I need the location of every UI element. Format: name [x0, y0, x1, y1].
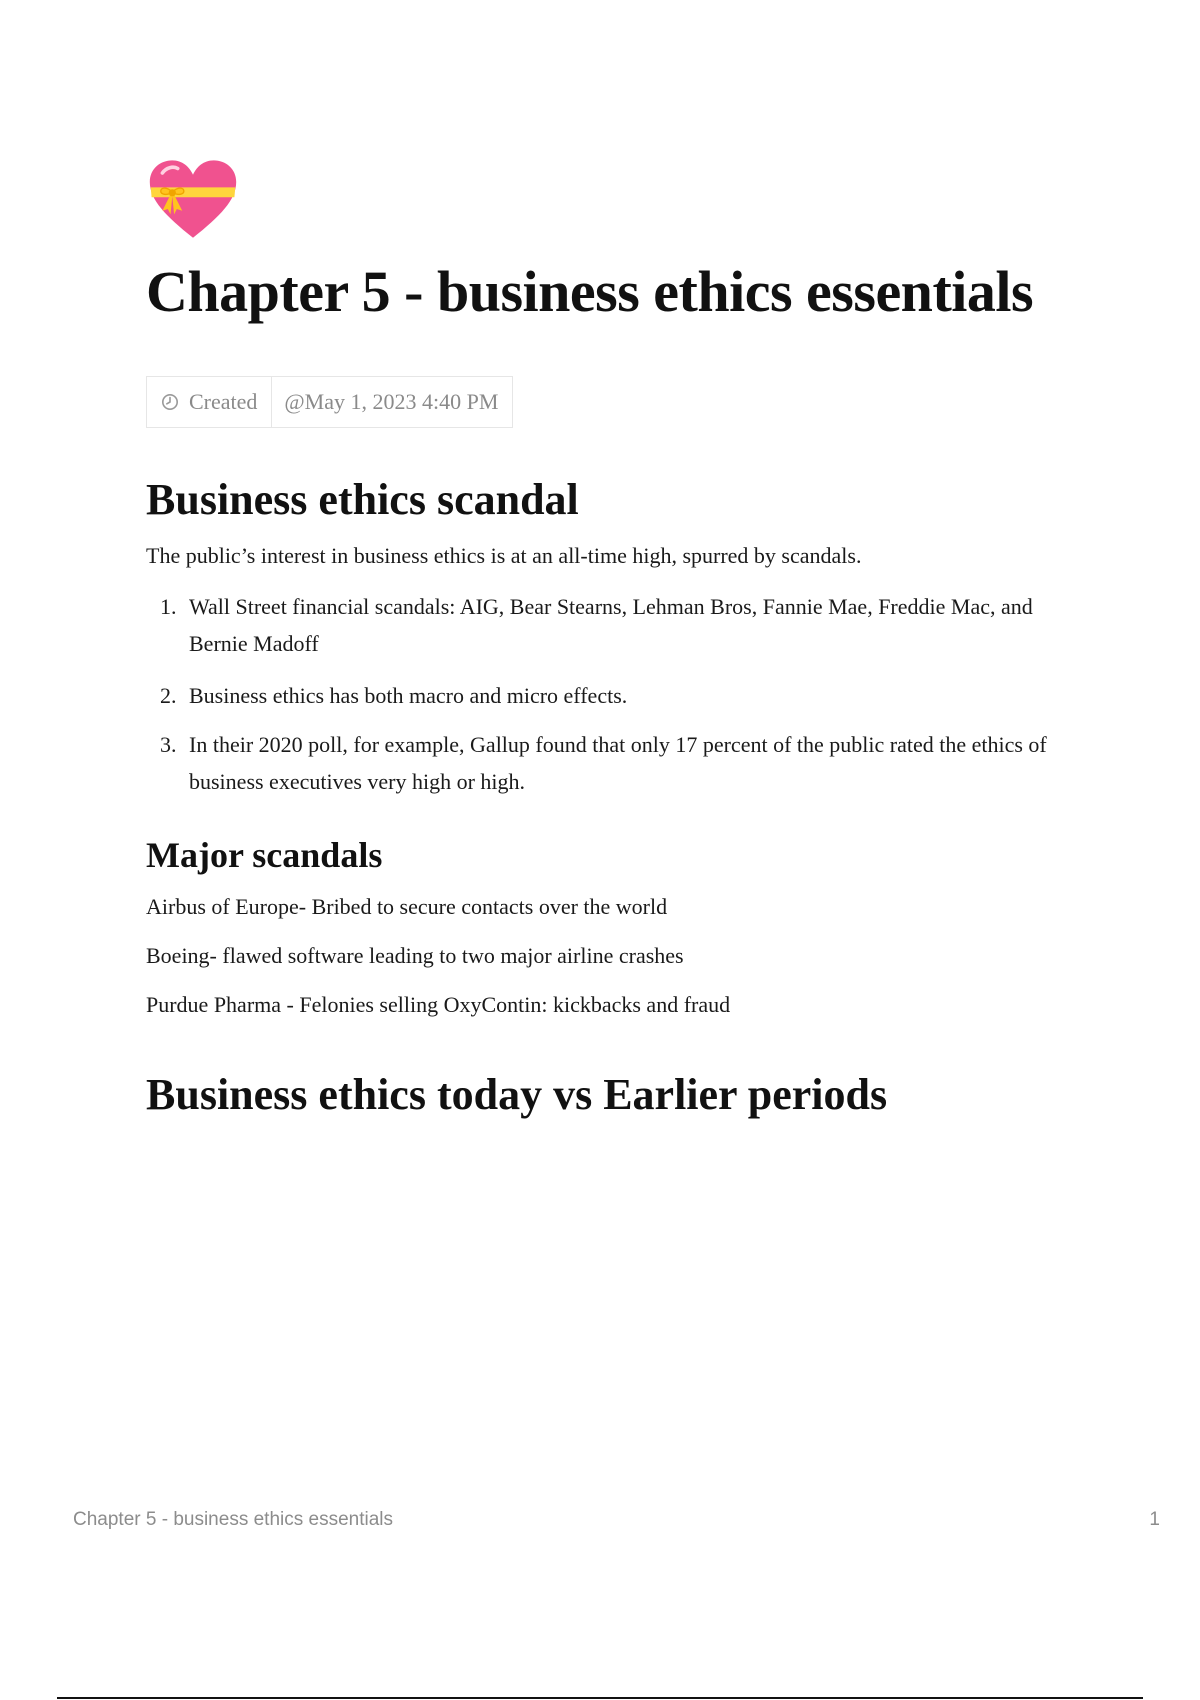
properties-table: [146, 376, 513, 428]
list-item: [146, 677, 1086, 714]
heading-business-ethics-scandal: Business ethics scandal: [146, 475, 579, 524]
scandal-line: Airbus of Europe- Bribed to secure contacts over the world: [146, 894, 668, 919]
property-created-value[interactable]: @May 1, 2023 4:40 PM: [284, 389, 499, 414]
list-item-text: Business ethics has both macro and micro effects.: [189, 683, 628, 708]
footer-title: Chapter 5 - business ethics essentials: [73, 1509, 393, 1530]
list-number: 3.: [160, 732, 177, 757]
heading-business-ethics-today: Business ethics today vs Earlier periods: [146, 1070, 888, 1119]
page-bottom-divider: [57, 1697, 1143, 1699]
clock-icon: [161, 393, 179, 411]
property-created[interactable]: [147, 377, 272, 427]
list-item: [146, 588, 1086, 662]
list-item: [146, 726, 1086, 800]
property-created-label: Created: [189, 389, 258, 414]
scandal-line: Purdue Pharma - Felonies selling OxyContin: kickbacks and fraud: [146, 992, 731, 1017]
page-title: Chapter 5 - business ethics essentials: [146, 259, 1034, 324]
heading-major-scandals: Major scandals: [146, 835, 383, 875]
footer-page-number: 1: [1149, 1509, 1160, 1530]
list-item-text: In their 2020 poll, for example, Gallup found that only 17 percent of the public rated the ethics of business executives very high or high.: [189, 732, 1047, 794]
list-item-text: Wall Street financial scandals: AIG, Bear Stearns, Lehman Bros, Fannie Mae, Freddie Mac, and Bernie Madoff: [189, 594, 1033, 656]
heart-with-ribbon-icon: [148, 158, 238, 242]
list-number: 1.: [160, 594, 177, 619]
intro-paragraph: The public’s interest in business ethics is at an all-time high, spurred by scandals.: [146, 543, 862, 568]
list-number: 2.: [160, 683, 177, 708]
scandal-line: Boeing- flawed software leading to two major airline crashes: [146, 943, 684, 968]
numbered-list: [146, 588, 1086, 800]
